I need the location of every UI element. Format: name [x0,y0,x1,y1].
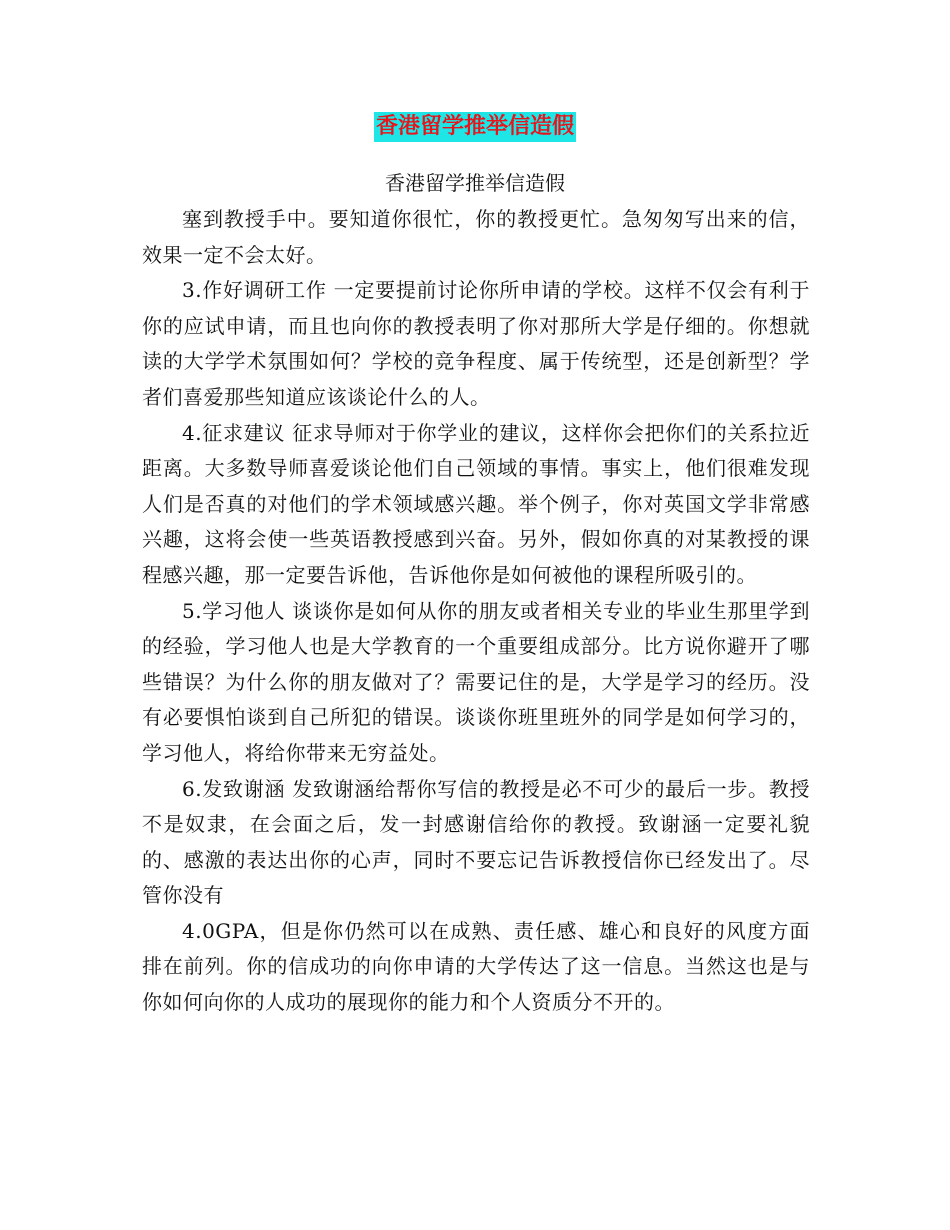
paragraph: 4.征求建议 征求导师对于你学业的建议，这样你会把你们的关系拉近距离。大多数导师喜爱谈论他们自己领域的事情。事实上，他们很难发现人们是否真的对他们的学术领域感兴趣。举个例子，你对英国文学非常感兴趣，这将会使一些英语教授感到兴奋。另外，假如你真的对某教授的课程感兴趣，那一定要告诉他，告诉他你是如何被他的课程所吸引的。 [142,420,810,587]
paragraph: 5.学习他人 谈谈你是如何从你的朋友或者相关专业的毕业生那里学到的经验，学习他人也是大学教育的一个重要组成部分。比方说你避开了哪些错误？为什么你的朋友做对了？需要记住的是，大学是学习的经历。没有必要惧怕谈到自己所犯的错误。谈谈你班里班外的同学是如何学习的，学习他人，将给你带来无穷益处。 [142,598,810,765]
paragraph: 6.发致谢涵 发致谢涵给帮你写信的教授是必不可少的最后一步。教授不是奴隶，在会面之后，发一封感谢信给你的教授。致谢涵一定要礼貌的、感激的表达出你的心声，同时不要忘记告诉教授信你已经发出了。尽管你没有 [142,776,810,908]
document-subtitle: 香港留学推举信造假 [385,171,565,195]
document-body [142,202,810,1021]
title-container [0,112,950,142]
paragraph: 4.0GPA，但是你仍然可以在成熟、责任感、雄心和良好的风度方面排在前列。你的信成功的向你申请的大学传达了这一信息。当然这也是与你如何向你的人成功的展现你的能力和个人资质分不开的。 [142,918,810,1015]
document-title: 香港留学推举信造假 [374,112,576,142]
paragraph: 塞到教授手中。要知道你很忙，你的教授更忙。急匆匆写出来的信，效果一定不会太好。 [142,207,810,267]
paragraph: 3.作好调研工作 一定要提前讨论你所申请的学校。这样不仅会有利于你的应试申请，而且也向你的教授表明了你对那所大学是仔细的。你想就读的大学学术氛围如何？学校的竞争程度、属于传统型，还是创新型？学者们喜爱那些知道应该谈论什么的人。 [142,278,810,409]
